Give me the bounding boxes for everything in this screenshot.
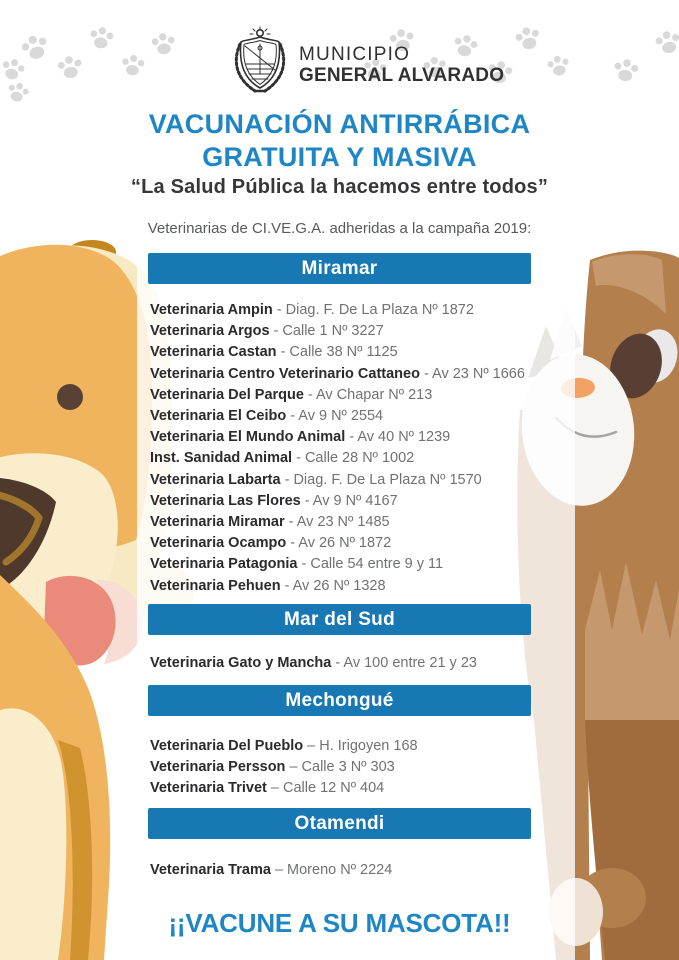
- town-section: [148, 604, 531, 674]
- paw-print-icon: [119, 51, 148, 80]
- org-name-line2: GENERAL ALVARADO: [299, 65, 505, 86]
- vet-name: Veterinaria El Ceibo: [150, 408, 287, 425]
- poster-title-line2: GRATUITA Y MASIVA: [202, 142, 477, 172]
- municipal-crest-icon: [231, 26, 289, 96]
- vet-address: – Moreno Nº 2224: [270, 862, 393, 878]
- vet-name: Veterinaria Ocampo: [150, 535, 287, 552]
- paw-print-icon: [149, 29, 179, 59]
- vet-entry: [150, 321, 531, 342]
- vet-list: [148, 860, 531, 881]
- section-header-bar: [148, 685, 531, 716]
- vet-address: - Calle 28 Nº 1002: [292, 450, 415, 467]
- vet-name: Veterinaria Trama: [150, 862, 271, 878]
- vet-entry: [150, 470, 531, 491]
- vet-address: - Calle 38 Nº 1125: [276, 344, 398, 361]
- vet-name: Veterinaria El Mundo Animal: [150, 429, 346, 446]
- vet-name: Veterinaria Miramar: [150, 514, 285, 531]
- vet-entry: [150, 406, 531, 427]
- vet-address: - Av 100 entre 21 y 23: [331, 655, 477, 671]
- paw-print-icon: [610, 54, 642, 86]
- vet-entry: [150, 385, 531, 406]
- vet-entry: [150, 554, 531, 575]
- vet-name: Veterinaria Argos: [150, 323, 270, 340]
- paw-print-icon: [3, 77, 33, 107]
- vet-list: [148, 653, 531, 674]
- vet-address: - Av 9 Nº 4167: [300, 492, 398, 509]
- section-header-bar: [148, 604, 531, 635]
- vet-name: Veterinaria Patagonia: [150, 556, 298, 573]
- vet-entry: [150, 300, 531, 321]
- vet-name: Veterinaria Pehuen: [150, 577, 281, 594]
- poster-title: [0, 108, 679, 174]
- paw-print-icon: [86, 22, 116, 52]
- vet-address: - Diag. F. De La Plaza Nº 1570: [280, 471, 482, 488]
- section-title: Mar del Sud: [284, 609, 395, 630]
- poster-title-line1: VACUNACIÓN ANTIRRÁBICA: [148, 109, 531, 139]
- vet-list: [148, 736, 531, 800]
- vet-address: - Calle 1 Nº 3227: [269, 323, 384, 340]
- vet-entry: [150, 736, 531, 757]
- vet-entry: [150, 364, 531, 385]
- vet-name: Veterinaria Del Parque: [150, 386, 304, 403]
- vet-address: - Av 9 Nº 2554: [286, 408, 384, 425]
- slogan: “La Salud Pública la hacemos entre todos”: [130, 176, 549, 198]
- vet-entry: [150, 342, 531, 363]
- vet-address: – H. Irigoyen 168: [303, 738, 418, 754]
- vet-name: Veterinaria Centro Veterinario Cattaneo: [150, 365, 420, 382]
- paw-print-icon: [651, 25, 679, 58]
- vet-name: Veterinaria Labarta: [150, 471, 281, 488]
- vet-address: - Av 26 Nº 1872: [286, 535, 392, 552]
- vet-address: - Av 26 Nº 1328: [280, 577, 386, 594]
- section-header-bar: [148, 808, 531, 839]
- vet-entry: [150, 653, 531, 674]
- vet-address: - Av 40 Nº 1239: [345, 429, 451, 446]
- vet-entry: [150, 576, 531, 597]
- dog-eye: [57, 384, 83, 410]
- paw-print-icon: [511, 21, 545, 55]
- vet-list: [148, 300, 531, 597]
- vet-address: - Av 23 Nº 1666: [419, 365, 525, 382]
- vet-entry: [150, 778, 531, 799]
- vet-address: - Av Chapar Nº 213: [303, 386, 433, 403]
- vet-entry: [150, 448, 531, 469]
- paw-print-icon: [544, 51, 573, 80]
- vet-entry: [150, 427, 531, 448]
- town-section: [148, 685, 531, 800]
- vet-name: Veterinaria Castan: [150, 344, 277, 361]
- paw-print-icon: [54, 51, 86, 83]
- org-name-line1: MUNICIPIO: [299, 44, 411, 65]
- vet-entry: [150, 860, 531, 881]
- vet-name: Veterinaria Las Flores: [150, 492, 301, 509]
- vet-name: Veterinaria Del Pueblo: [150, 738, 304, 754]
- vet-entry: [150, 512, 531, 533]
- vet-entry: [150, 757, 531, 778]
- vet-address: - Av 23 Nº 1485: [284, 514, 390, 531]
- vet-name: Inst. Sanidad Animal: [150, 450, 293, 467]
- vet-address: – Calle 3 Nº 303: [285, 759, 395, 776]
- vet-address: - Calle 54 entre 9 y 11: [297, 556, 444, 573]
- town-section: [148, 253, 531, 597]
- vet-entry: [150, 491, 531, 512]
- section-header-bar: [148, 253, 531, 284]
- town-section: [148, 808, 531, 881]
- vet-name: Veterinaria Trivet: [150, 780, 267, 797]
- section-title: Miramar: [301, 258, 378, 279]
- vet-entry: [150, 533, 531, 554]
- vet-name: Veterinaria Persson: [150, 759, 286, 776]
- vet-address: - Diag. F. De La Plaza Nº 1872: [272, 302, 474, 318]
- vet-name: Veterinaria Ampin: [150, 302, 273, 318]
- campaign-intro: Veterinarias de CI.VE.G.A. adheridas a la campaña 2019:: [147, 220, 532, 237]
- section-title: Mechongué: [285, 690, 394, 711]
- footer-call-to-action: ¡¡VACUNE A SU MASCOTA!!: [168, 908, 511, 938]
- vet-address: – Calle 12 Nº 404: [266, 780, 385, 797]
- vet-name: Veterinaria Gato y Mancha: [150, 655, 332, 671]
- section-title: Otamendi: [294, 813, 385, 834]
